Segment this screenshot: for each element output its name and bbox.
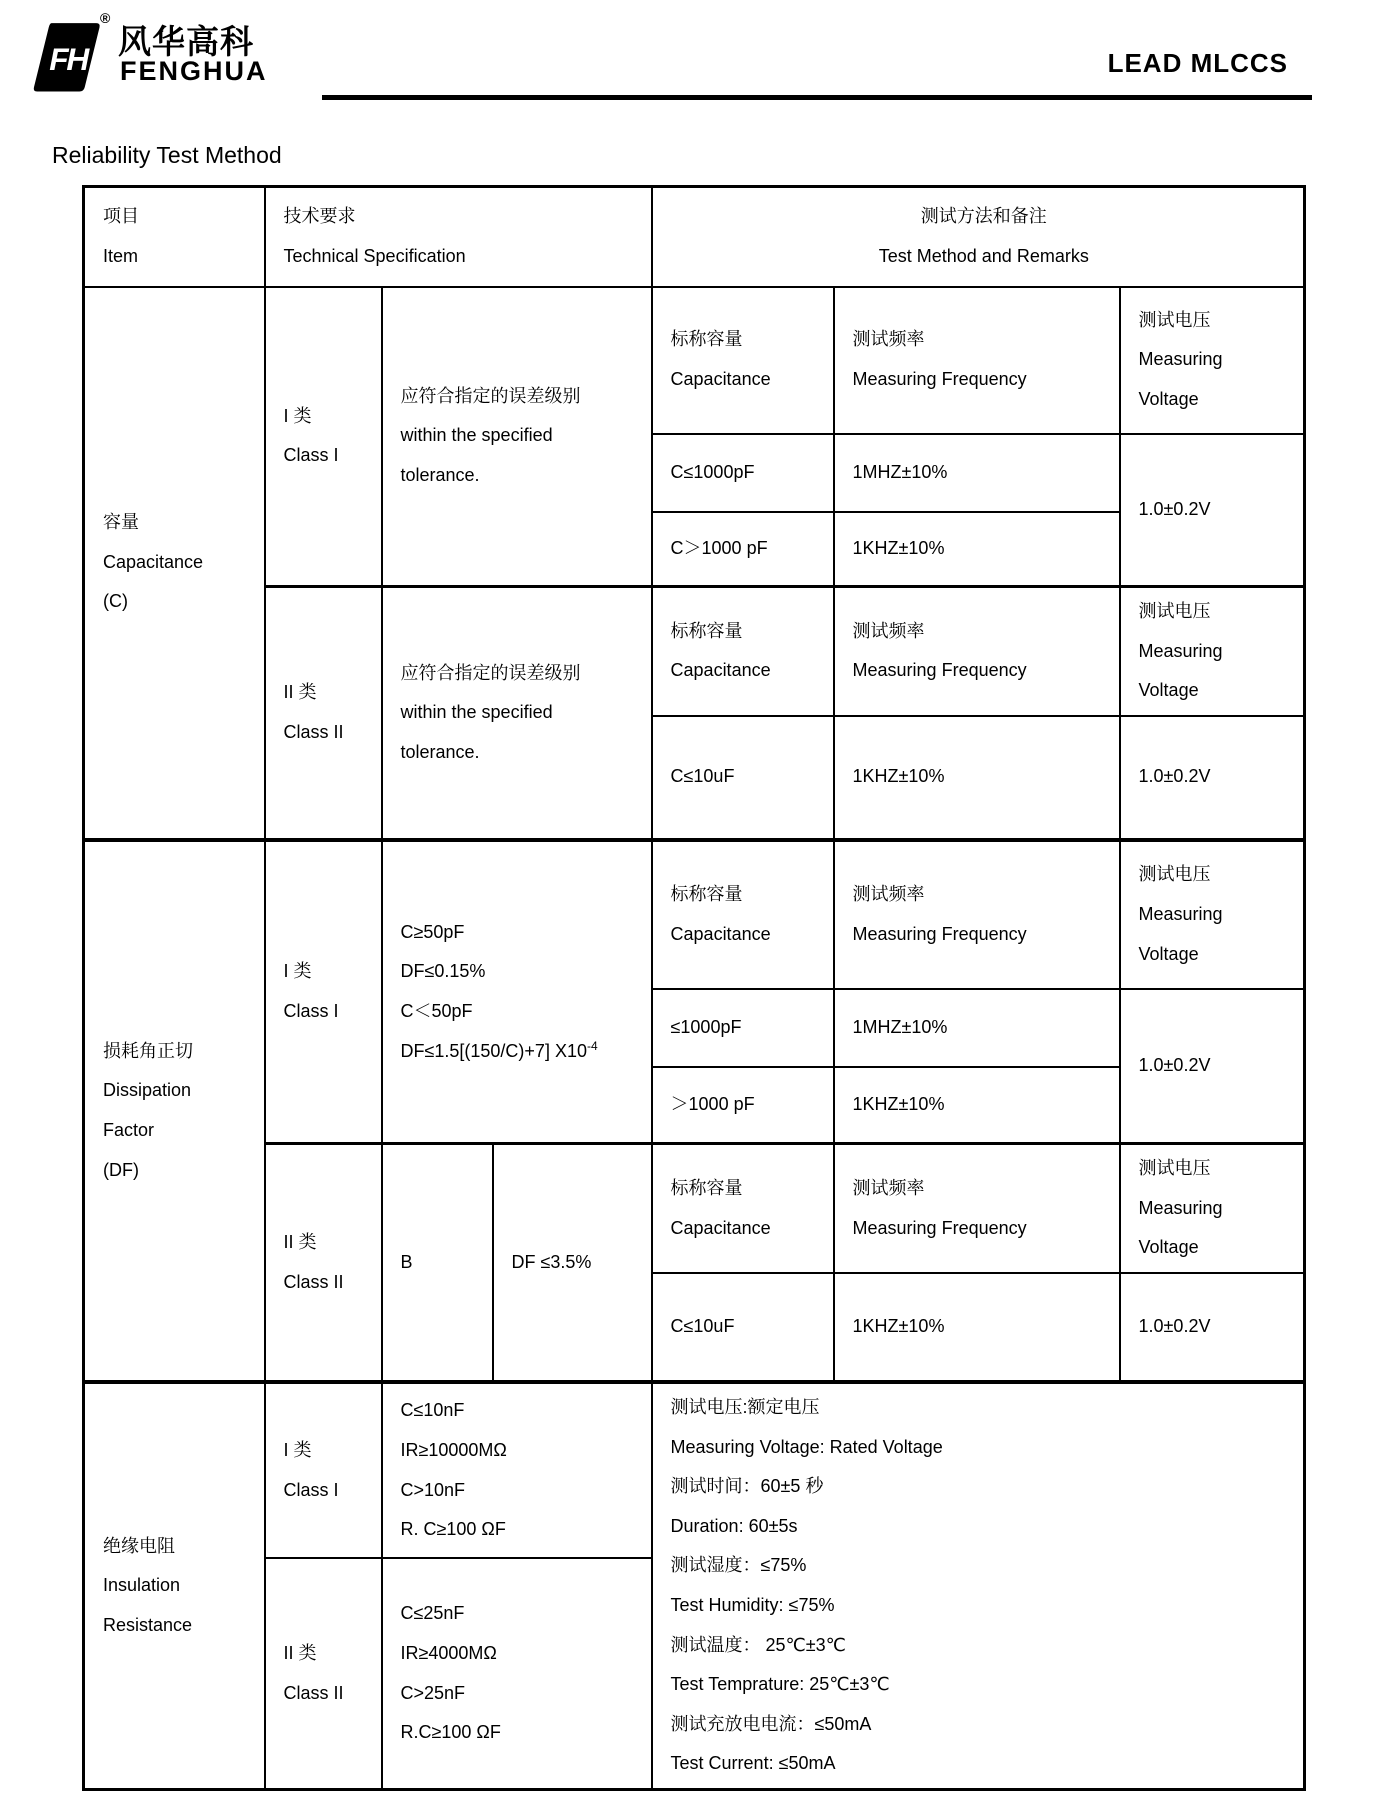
ir-method-line2: Measuring Voltage: Rated Voltage — [670, 1436, 943, 1457]
df-item-en1: Dissipation — [103, 1080, 192, 1101]
header-spec-cell — [265, 187, 652, 287]
sub-voltage-en1: Measuring — [1138, 640, 1223, 661]
df-class1-sub-voltage — [1120, 840, 1305, 989]
cap-class2-cn: II 类 — [283, 682, 317, 703]
cap-item-code: (C) — [103, 591, 128, 612]
df-class1-spec-line2: DF≤0.15% — [400, 961, 486, 982]
cap-item-en: Capacitance — [103, 551, 204, 572]
cap-class1-tolerance-cn: 应符合指定的误差级别 — [400, 385, 581, 406]
df-class1-row1-frequency: 1MHZ±10% — [834, 989, 1120, 1067]
df-class1-voltage-value: 1.0±0.2V — [1120, 989, 1305, 1144]
cap-class2-tolerance-en1: within the specified — [400, 702, 553, 723]
sub-voltage-cn: 测试电压 — [1138, 1158, 1211, 1179]
cap-class2-en: Class II — [283, 721, 344, 742]
df-class2-voltage-value: 1.0±0.2V — [1120, 1273, 1305, 1382]
sub-voltage-en2: Voltage — [1138, 1237, 1199, 1258]
df-item-cn: 损耗角正切 — [103, 1040, 193, 1061]
sub-voltage-en1: Measuring — [1138, 349, 1223, 370]
ir-item-en1: Insulation — [103, 1575, 181, 1596]
ir-class2-label-cell — [265, 1558, 382, 1789]
df-class1-row2-frequency: 1KHZ±10% — [834, 1067, 1120, 1144]
cap-class1-tolerance-en2: tolerance. — [400, 465, 480, 486]
ir-item-en2: Resistance — [103, 1614, 193, 1635]
sub-capacitance-cn: 标称容量 — [670, 1178, 743, 1199]
ir-class1-spec-line3: C>10nF — [400, 1479, 466, 1500]
df-class1-spec-line1: C≥50pF — [400, 921, 465, 942]
header-item-en: Item — [103, 245, 139, 266]
df-class1-sub-capacitance — [652, 840, 834, 989]
df-class1-row1-capacitance: ≤1000pF — [652, 989, 834, 1067]
ir-class1-spec-cell — [382, 1382, 652, 1558]
ir-method-line7: 测试温度： 25℃±3℃ — [670, 1634, 846, 1655]
cap-class2-row1-capacitance: C≤10uF — [652, 716, 834, 840]
product-series-label: LEAD MLCCS — [1107, 48, 1288, 78]
sub-frequency-cn: 测试频率 — [852, 1178, 925, 1199]
header-spec-en: Technical Specification — [283, 245, 466, 266]
ir-class2-spec-line2: IR≥4000MΩ — [400, 1643, 497, 1664]
df-class1-spec-line3: C＜50pF — [400, 1001, 473, 1022]
df-class2-en: Class II — [283, 1271, 344, 1292]
sub-frequency-en: Measuring Frequency — [852, 660, 1027, 681]
cap-class1-label-cell — [265, 287, 382, 587]
df-class1-cn: I 类 — [283, 961, 312, 982]
svg-text:FH: FH — [49, 40, 88, 77]
header-spec-cn: 技术要求 — [283, 206, 356, 227]
page-title: Reliability Test Method — [52, 142, 282, 168]
cap-class2-sub-frequency — [834, 587, 1120, 716]
df-class1-label-cell — [265, 840, 382, 1144]
ir-class2-en: Class II — [283, 1682, 344, 1703]
df-formula-base: DF≤1.5[(150/C)+7] X10 — [400, 1040, 587, 1061]
df-class1-sub-frequency — [834, 840, 1120, 989]
df-formula-exponent: -4 — [586, 1038, 598, 1053]
ir-class1-spec-line2: IR≥10000MΩ — [400, 1440, 507, 1461]
ir-method-line10: Test Current: ≤50mA — [670, 1753, 836, 1774]
sub-frequency-cn: 测试频率 — [852, 329, 925, 350]
header-method-en: Test Method and Remarks — [878, 245, 1089, 266]
df-item-cell — [84, 840, 265, 1382]
cap-class2-row1-frequency: 1KHZ±10% — [834, 716, 1120, 840]
sub-voltage-cn: 测试电压 — [1138, 601, 1211, 621]
df-class2-sub-frequency — [834, 1144, 1120, 1273]
sub-capacitance-en: Capacitance — [670, 660, 771, 681]
df-class2-cn: II 类 — [283, 1232, 317, 1253]
cap-class1-row2-capacitance: C＞1000 pF — [652, 512, 834, 587]
ir-class2-cn: II 类 — [283, 1643, 317, 1664]
cap-class1-row1-capacitance: C≤1000pF — [652, 434, 834, 512]
df-class2-row1-frequency: 1KHZ±10% — [834, 1273, 1120, 1382]
sub-frequency-en: Measuring Frequency — [852, 369, 1027, 389]
sub-frequency-cn: 测试频率 — [852, 884, 925, 905]
header-method-cell — [652, 187, 1305, 287]
fenghua-logo-icon — [30, 12, 102, 102]
df-class1-spec-formula — [401, 1032, 645, 1072]
sub-voltage-en2: Voltage — [1138, 680, 1199, 701]
df-item-en2: Factor — [103, 1119, 155, 1140]
ir-class1-label-cell — [265, 1382, 382, 1558]
cap-class2-sub-voltage — [1120, 587, 1305, 716]
sub-capacitance-en: Capacitance — [670, 923, 771, 944]
df-class1-row2-capacitance: ＞1000 pF — [652, 1067, 834, 1144]
df-class1-spec-cell — [382, 840, 652, 1144]
sub-voltage-cn: 测试电压 — [1138, 309, 1211, 330]
ir-class1-cn: I 类 — [283, 1440, 312, 1461]
df-class2-row1-capacitance: C≤10uF — [652, 1273, 834, 1382]
df-class2-limit-cell: DF ≤3.5% — [493, 1144, 652, 1382]
reliability-test-table — [82, 185, 1306, 1791]
sub-capacitance-cn: 标称容量 — [670, 329, 743, 350]
df-class2-label-cell — [265, 1144, 382, 1382]
df-class1-subheader-row — [84, 840, 1305, 989]
ir-method-line9: 测试充放电电流：≤50mA — [670, 1713, 872, 1734]
ir-class2-spec-line1: C≤25nF — [400, 1603, 465, 1624]
table-header-row — [84, 187, 1305, 287]
cap-item-cn: 容量 — [103, 512, 139, 533]
sub-capacitance-cn: 标称容量 — [670, 884, 743, 905]
cap-class1-tolerance-en1: within the specified — [400, 425, 553, 446]
ir-method-line6: Test Humidity: ≤75% — [670, 1595, 835, 1616]
cap-class2-sub-capacitance — [652, 587, 834, 716]
cap-class1-sub-capacitance — [652, 287, 834, 434]
sub-voltage-cn: 测试电压 — [1138, 864, 1211, 885]
df-class1-en: Class I — [283, 1001, 339, 1022]
cap-class1-en: Class I — [283, 445, 339, 466]
ir-class1-row — [84, 1382, 1305, 1558]
df-class2-sub-voltage — [1120, 1144, 1305, 1273]
cap-class1-subheader-row — [84, 287, 1305, 434]
sub-voltage-en1: Measuring — [1138, 1197, 1223, 1218]
ir-class2-spec-line4: R.C≥100 ΩF — [400, 1722, 501, 1743]
ir-method-line3: 测试时间：60±5 秒 — [670, 1476, 824, 1497]
sub-capacitance-en: Capacitance — [670, 1217, 771, 1238]
brand-name-english: FENGHUA — [120, 56, 268, 86]
ir-class2-spec-line3: C>25nF — [400, 1682, 466, 1703]
ir-method-line1: 测试电压:额定电压 — [670, 1397, 820, 1418]
cap-class1-spec-cell — [382, 287, 652, 587]
sub-capacitance-cn: 标称容量 — [670, 620, 743, 641]
sub-frequency-cn: 测试频率 — [852, 620, 925, 641]
header-item-cn: 项目 — [103, 206, 139, 227]
ir-method-cell — [652, 1382, 1305, 1789]
sub-voltage-en2: Voltage — [1138, 388, 1199, 409]
cap-class1-cn: I 类 — [283, 405, 312, 426]
brand-name-chinese: 风华高科 — [118, 23, 254, 60]
ir-class1-spec-line1: C≤10nF — [400, 1400, 465, 1421]
df-class2-sub-capacitance — [652, 1144, 834, 1273]
ir-class1-spec-line4: R. C≥100 ΩF — [400, 1519, 506, 1540]
df-class2-b-cell: B — [382, 1144, 493, 1382]
cap-class1-row2-frequency: 1KHZ±10% — [834, 512, 1120, 587]
ir-method-line5: 测试湿度：≤75% — [670, 1555, 807, 1576]
registered-mark: ® — [100, 10, 111, 26]
ir-method-line8: Test Temprature: 25℃±3℃ — [670, 1674, 890, 1695]
cap-class2-spec-cell — [382, 587, 652, 840]
sub-capacitance-en: Capacitance — [670, 369, 771, 389]
header-method-cn: 测试方法和备注 — [920, 206, 1047, 227]
cap-class2-label-cell — [265, 587, 382, 840]
cap-class1-voltage-value: 1.0±0.2V — [1120, 434, 1305, 587]
cap-class2-subheader-row — [84, 587, 1305, 716]
sub-voltage-en2: Voltage — [1138, 943, 1199, 964]
df-item-code: (DF) — [103, 1159, 139, 1180]
ir-method-line4: Duration: 60±5s — [670, 1515, 798, 1536]
ir-item-cn: 绝缘电阻 — [103, 1535, 175, 1556]
ir-item-cell — [84, 1382, 265, 1789]
cap-class1-row1-frequency: 1MHZ±10% — [834, 434, 1120, 512]
header-divider-line — [322, 95, 1312, 100]
ir-class1-en: Class I — [283, 1479, 339, 1500]
df-class2-subheader-row — [84, 1144, 1305, 1273]
cap-class1-sub-frequency — [834, 287, 1120, 434]
sub-frequency-en: Measuring Frequency — [852, 1217, 1027, 1238]
cap-class1-sub-voltage — [1120, 287, 1305, 434]
header-item-cell — [84, 187, 265, 287]
cap-class2-voltage-value: 1.0±0.2V — [1120, 716, 1305, 840]
ir-class2-spec-cell — [382, 1558, 652, 1789]
sub-frequency-en: Measuring Frequency — [852, 923, 1027, 944]
cap-class2-tolerance-cn: 应符合指定的误差级别 — [400, 662, 581, 683]
sub-voltage-en1: Measuring — [1138, 903, 1223, 924]
cap-item-cell — [84, 287, 265, 840]
cap-class2-tolerance-en2: tolerance. — [400, 741, 480, 762]
